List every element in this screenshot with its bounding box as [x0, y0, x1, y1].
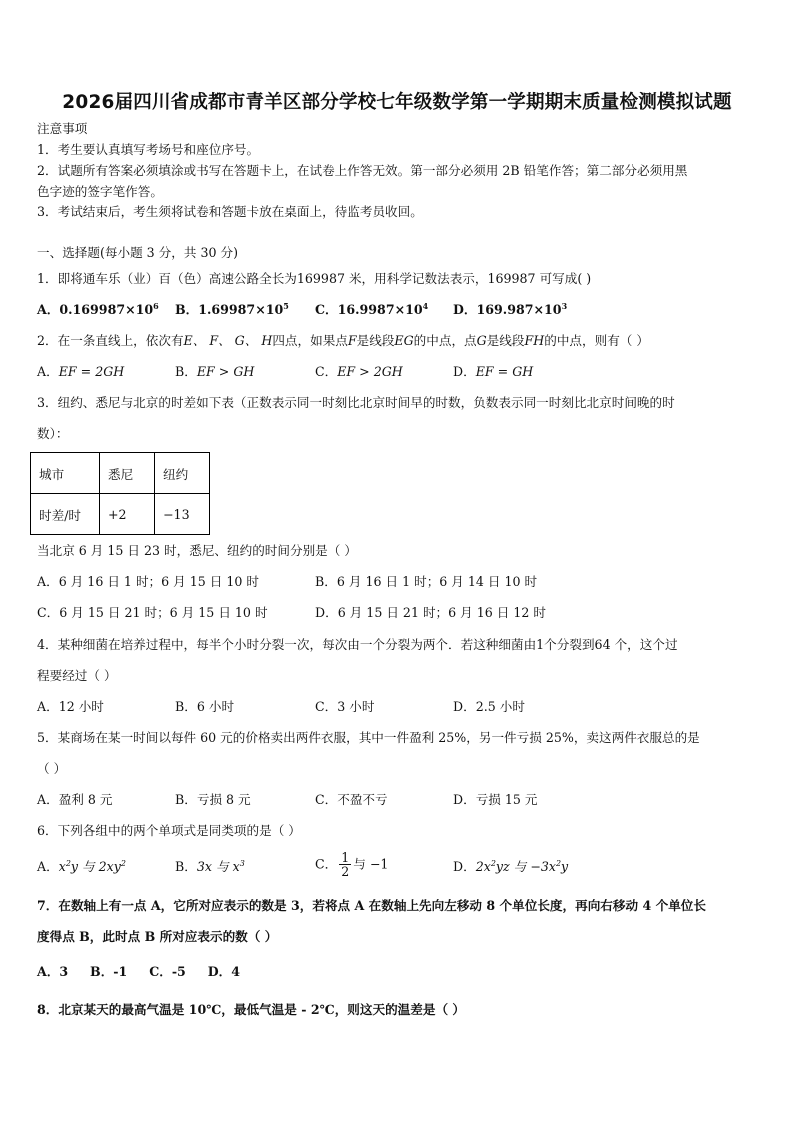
question-4-stem-line2: 程要经过（ ）: [37, 668, 117, 683]
question-2-option-b: B．EF > GH: [175, 364, 255, 379]
question-7-stem-line2: 度得点 B，此时点 B 所对应表示的数（ ）: [37, 929, 278, 944]
page-title: 2026届四川省成都市青羊区部分学校七年级数学第一学期期末质量检测模拟试题: [62, 92, 732, 113]
question-2-option-d: D．EF = GH: [453, 364, 534, 379]
question-3-stem-line1: 3．纽约、悉尼与北京的时差如下表（正数表示同一时刻比北京时间早的时数，负数表示同一时刻比北京时间晚的时: [37, 395, 675, 410]
question-6-option-a: A．$x^2y$ 与 $2xy^2$: [37, 858, 126, 874]
question-5-option-c: C．不盈不亏: [315, 792, 388, 807]
table-cell: +2: [100, 494, 155, 535]
fraction: $\frac{1}{2}$: [341, 850, 350, 879]
question-3-option-b: B．6 月 16 日 1 时；6 月 14 日 10 时: [315, 574, 538, 589]
question-1-option-b: B．$1.69987\times 10^5$: [175, 300, 289, 317]
question-1-option-d: D．$169.987\times 10^3$: [453, 300, 568, 317]
section-heading: 一、选择题(每小题 3 分，共 30 分): [37, 245, 239, 260]
question-2-option-a: A．EF = 2GH: [37, 364, 125, 379]
question-3-option-d: D．6 月 15 日 21 时；6 月 16 日 12 时: [315, 605, 547, 620]
question-4-option-d: D．2.5 小时: [453, 699, 525, 714]
question-3-option-a: A．6 月 16 日 1 时；6 月 15 日 10 时: [37, 574, 259, 589]
question-5-stem-line2: （ ）: [37, 761, 67, 776]
question-6-option-b: B．3x 与 $x^3$: [175, 858, 245, 874]
table-cell: −13: [155, 494, 210, 535]
notice-item-3: 3．考试结束后，考生须将试卷和答题卡放在桌面上，待监考员收回。: [37, 204, 423, 219]
question-5-option-d: D．亏损 15 元: [453, 792, 538, 807]
notice-item-1: 1．考生要认真填写考场号和座位序号。: [37, 142, 260, 157]
question-6-option-d: D．$2x^2yz$ 与 $-3x^2y$: [453, 858, 569, 874]
question-3-stem-line2: 数）：: [37, 426, 69, 441]
question-3-option-c: C．6 月 15 日 21 时；6 月 15 日 10 时: [37, 605, 268, 620]
question-4-stem-line1: 4．某种细菌在培养过程中，每半个小时分裂一次，每次由一个分裂为两个．若这种细菌由1个分裂到64 个，这个过: [37, 637, 678, 652]
notice-item-2: 2．试题所有答案必须填涂或书写在答题卡上，在试卷上作答无效。第一部分必须用 2B 铅笔作答；第二部分必须用黑: [37, 163, 688, 178]
question-4-option-b: B．6 小时: [175, 699, 235, 714]
question-1-stem: 1．即将通车乐（业）百（色）高速公路全长为169987 米，用科学记数法表示，169987 可写成( ): [37, 271, 592, 286]
table-cell: 悉尼: [100, 453, 155, 494]
table-cell: 纽约: [155, 453, 210, 494]
question-2-option-c: C．EF > 2GH: [315, 364, 403, 379]
table-cell: 时差/时: [31, 494, 100, 535]
question-2-stem: 2．在一条直线上，依次有E、 F、 G、 H四点，如果点F是线段EG的中点，点G是线段FH的中点，则有（ ）: [37, 333, 649, 348]
question-6-option-c: C． $\frac{1}{2}$ 与 −1: [315, 850, 389, 879]
question-4-option-a: A．12 小时: [37, 699, 104, 714]
question-5-stem-line1: 5．某商场在某一时间以每件 60 元的价格卖出两件衣服，其中一件盈利 25%，另一件亏损 25%，卖这两件衣服总的是: [37, 730, 700, 745]
question-6-stem: 6．下列各组中的两个单项式是同类项的是（ ）: [37, 823, 301, 838]
question-3-stem-line3: 当北京 6 月 15 日 23 时，悉尼、纽约的时间分别是（ ）: [37, 543, 357, 558]
question-1-option-c: C．$16.9987\times 10^4$: [315, 300, 429, 317]
question-5-option-a: A．盈利 8 元: [37, 792, 113, 807]
question-4-option-c: C．3 小时: [315, 699, 375, 714]
time-difference-table: [30, 452, 210, 535]
question-7-options: A．3 B．-1 C．-5 D．4: [37, 964, 241, 979]
question-5-option-b: B．亏损 8 元: [175, 792, 251, 807]
table-row: [31, 494, 210, 535]
question-8-stem: 8．北京某天的最高气温是 10℃，最低气温是 - 2℃，则这天的温差是（ ）: [37, 1002, 466, 1017]
question-1-option-a: A．$0.169987\times 10^6$: [37, 300, 159, 317]
question-7-stem-line1: 7．在数轴上有一点 A，它所对应表示的数是 3，若将点 A 在数轴上先向左移动 8 个单位长度，再向右移动 4 个单位长: [37, 898, 706, 913]
table-row: [31, 453, 210, 494]
notice-item-2-cont: 色字迹的签字笔作答。: [37, 184, 163, 199]
notice-heading: 注意事项: [37, 121, 88, 136]
table-cell: 城市: [31, 453, 100, 494]
